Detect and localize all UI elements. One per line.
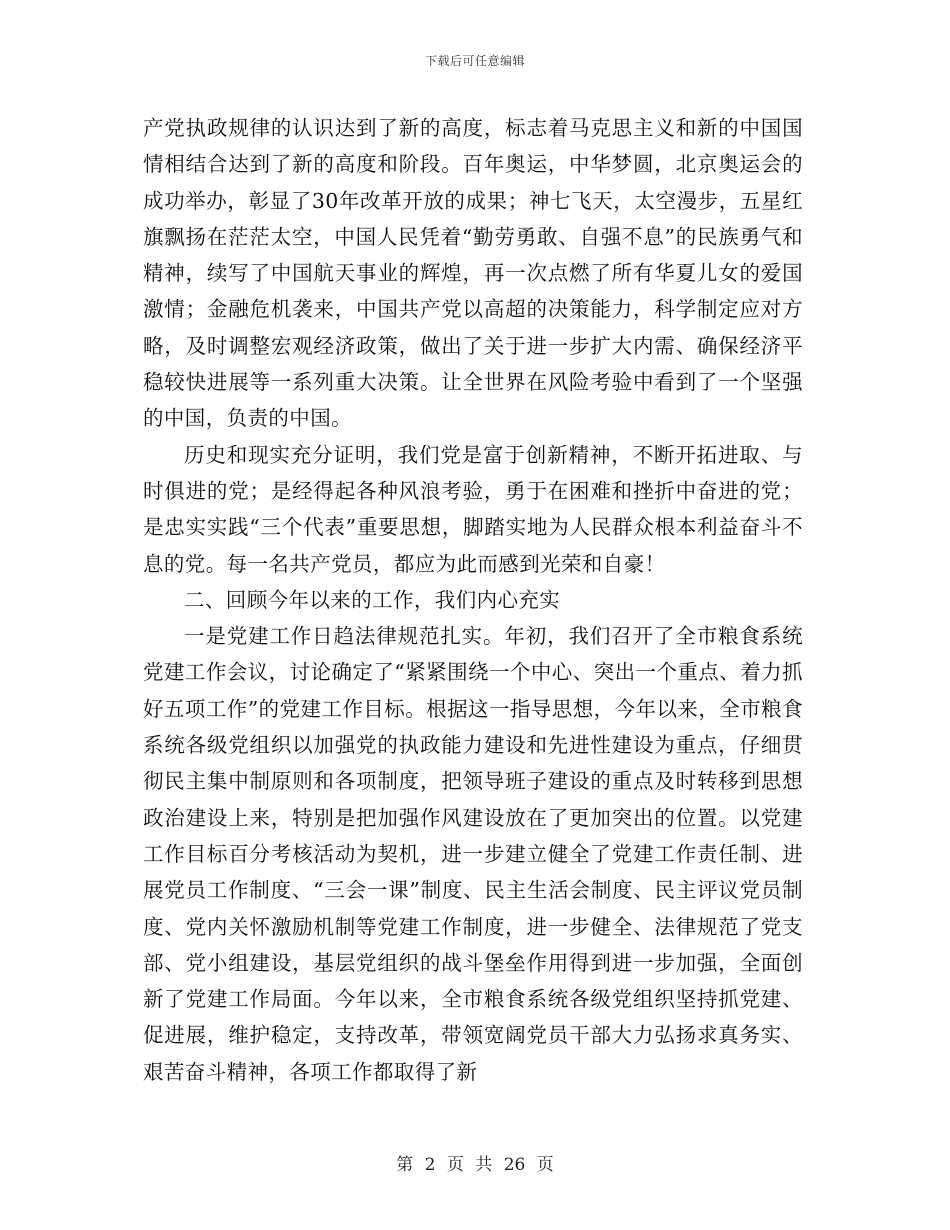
paragraph-history: 历史和现实充分证明，我们党是富于创新精神，不断开拓进取、与时俱进的党；是经得起各种风浪考验，勇于在困难和挫折中奋进的党；是忠实实践“三个代表”重要思想，脚踏实地为人民群众根本利益奋斗不息的党。每一名共产党员，都应为此而感到光荣和自豪！ (143, 442, 803, 576)
paragraph-continuation: 产党执政规律的认识达到了新的高度，标志着马克思主义和新的中国国情相结合达到了新的高度和阶段。百年奥运，中华梦圆，北京奥运会的成功举办，彰显了30年改革开放的成果；神七飞天，太空漫步，五星红旗飘扬在茫茫太空，中国人民凭着“勤劳勇敢、自强不息”的民族勇气和精神，续写了中国航天事业的辉煌，再一次点燃了所有华夏儿女的爱国激情；金融危机袭来，中国共产党以高超的决策能力，科学制定应对方略，及时调整宏观经济政策，做出了关于进一步扩大内需、确保经济平稳较快进展等一系列重大决策。让全世界在风险考验中看到了一个坚强的中国，负责的中国。 (143, 116, 803, 431)
section-heading: 二、回顾今年以来的工作，我们内心充实 (184, 587, 561, 612)
paragraph-party-building: 一是党建工作日趋法律规范扎实。年初，我们召开了全市粮食系统党建工作会议，讨论确定了“紧紧围绕一个中心、突出一个重点、着力抓好五项工作”的党建工作目标。根据这一指导思想，今年以来，全市粮食系统各级党组织以加强党的执政能力建设和先进性建设为重点，仔细贯彻民主集中制原则和各项制度，把领导班子建设的重点及时转移到思想政治建设上来，特别是把加强作风建设放在了更加突出的位置。以党建工作目标百分考核活动为契机，进一步建立健全了党建工作责任制、进展党员工作制度、“三会一课”制度、民主生活会制度、民主评议党员制度、党内关怀激励机制等党建工作制度，进一步健全、法律规范了党支部、党小组建设，基层党组织的战斗堡垒作用得到进一步加强，全面创新了党建工作局面。今年以来，全市粮食系统各级党组织坚持抓党建、促进展，维护稳定，支持改革，带领宽阔党员干部大力弘扬求真务实、艰苦奋斗精神，各项工作都取得了新 (143, 624, 803, 1084)
page-header: 下载后可任意编辑 (424, 54, 525, 68)
body-text (143, 110, 803, 1090)
page-footer: 第 2 页 共 26 页 (396, 1155, 554, 1175)
